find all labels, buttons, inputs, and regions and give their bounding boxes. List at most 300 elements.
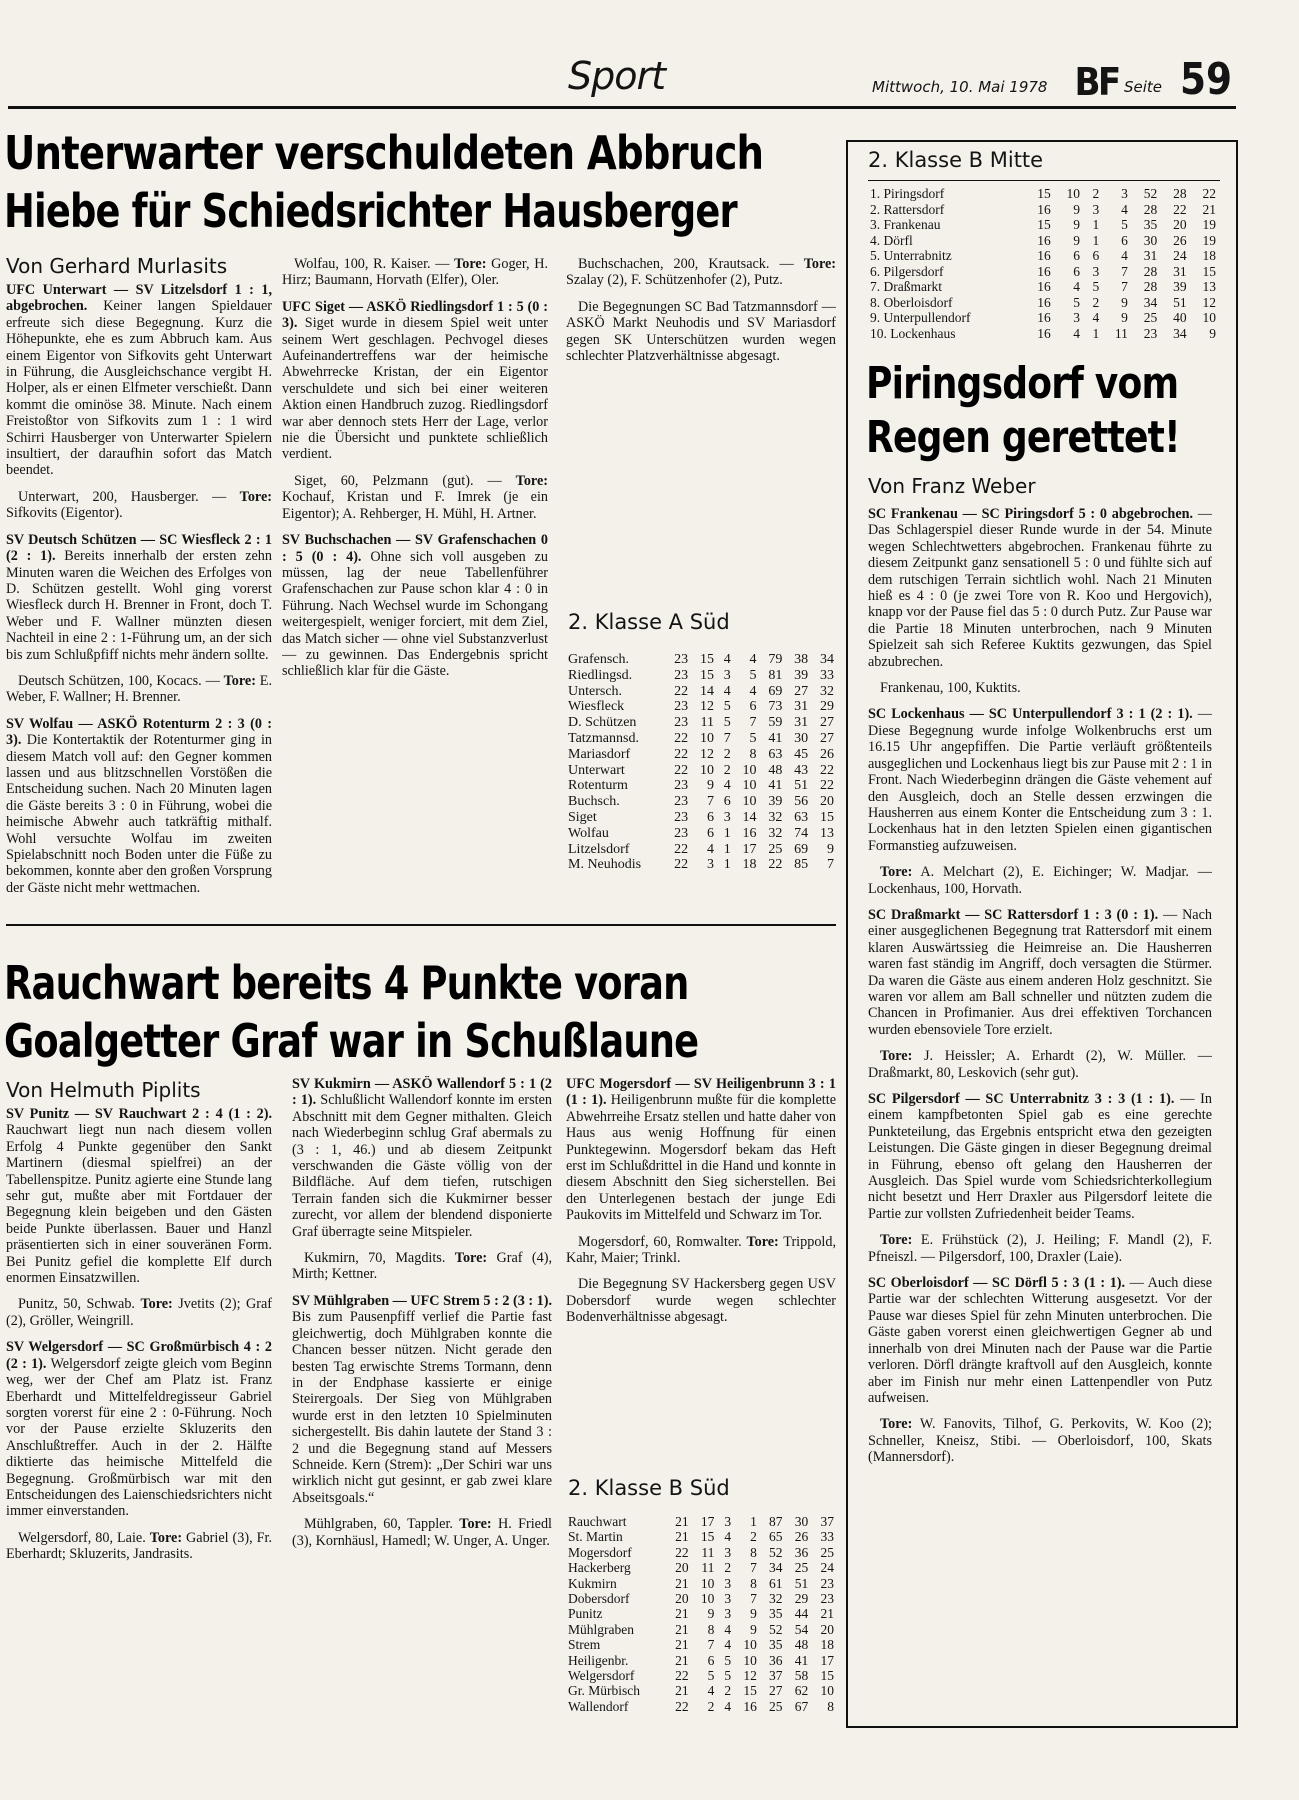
stat-cell: 9: [1073, 217, 1081, 232]
stat-cell: 9: [707, 1606, 715, 1622]
article1-paragraph: UFC Siget — ASKÖ Riedlingsdorf 1 : 5 (0 : 3). Siget wurde in diesem Spiel weit unter seinem Wert geschlagen. Pechvogel dieses Aufeinandertreffens war der heimische Abwehrrecke Kristan, der ein Eigentor verschuldete und sich bei einer weiteren Aktion einen Handbruch zuzog. Riedlingsdorf war aber dennoch stets Herr der Lage, verlor nie die Übersicht und punktete schließlich verdient.: [282, 298, 548, 463]
stat-cell: 25: [820, 1544, 834, 1560]
stat-cell: 21: [820, 1606, 834, 1622]
stat-cell: 9: [1073, 201, 1081, 217]
stat-cell: 69: [794, 841, 809, 857]
standings-table-b-sued: [568, 1514, 834, 1714]
table-row: [870, 233, 1216, 249]
stat-cell: 21: [675, 1529, 689, 1545]
match-result: SV Kukmirn — ASKÖ Wallendorf 5 : 1 (2 : 1).: [292, 1076, 552, 1109]
team-name: Rotenturm: [568, 778, 628, 794]
stat-cell: 22: [820, 778, 834, 794]
table-row: [870, 248, 1216, 264]
stat-cell: 10: [742, 778, 757, 794]
article3-headline-1: Piringsdorf vom: [866, 358, 1179, 409]
stat-cell: 1: [1092, 232, 1100, 248]
team-name: Gr. Mürbisch: [568, 1683, 640, 1699]
stat-cell: 34: [1173, 325, 1187, 341]
stat-cell: 34: [1143, 294, 1158, 310]
stat-cell: 54: [794, 1621, 809, 1637]
match-result: SC Lockenhaus — SC Unterpullendorf 3 : 1 (2 : 1).: [868, 706, 1193, 723]
stat-cell: 23: [820, 1591, 834, 1607]
table-row: [568, 1560, 834, 1575]
stat-cell: 14: [742, 809, 757, 825]
article3-headline-2: Regen gerettet!: [866, 412, 1180, 463]
stat-cell: 10: [1202, 310, 1216, 325]
article3-column: [868, 506, 1212, 1718]
article2-column-1: [6, 1106, 272, 1718]
table-row: [568, 1637, 834, 1652]
team-name: M. Neuhodis: [568, 857, 642, 873]
match-result: SC Pilgersdorf — SC Unterrabnitz 3 : 3 (1 : 1).: [868, 1091, 1175, 1107]
stat-cell: 8: [750, 1575, 757, 1591]
stat-cell: 15: [1037, 217, 1051, 232]
stat-cell: 10: [743, 1637, 757, 1653]
article1-paragraph: UFC Unterwart — SV Litzelsdorf 1 : 1, abgebrochen. Keiner langen Spieldauer erfreute sich diese Begegnung. Kurz die Höhepunkte, ehe es zum Abbruch kam. Aus einem Eigentor von Sifkovits geht Unterwart in Führung, die Ausgleichschance vergibt H. Holper, als er einen Elfmeter verschießt. Dann kommt die ominöse 38. Minute. Nach einem Freistoßtor von Sifkovits zum 1 : 1 wird Schirri Hausberger von Unterwarter Spielern insultiert, der daraufhin sofort das Match beendet.: [6, 282, 272, 479]
team-name: Wallendorf: [568, 1698, 629, 1714]
section-title: Sport: [568, 54, 666, 98]
stat-cell: 1: [723, 841, 731, 857]
stat-cell: 9: [1121, 310, 1128, 325]
stat-cell: 11: [701, 1544, 715, 1560]
table-row: [568, 1683, 834, 1698]
stat-cell: 4: [749, 652, 757, 667]
stat-cell: 73: [768, 699, 783, 715]
article1-paragraph: SV Buchschachen — SV Grafenschachen 0 : 5 (0 : 4). Ohne sich voll ausgeben zu müssen, lag der neue Tabellenführer Grafenschachen zur Pause schon klar 4 : 0 in Führung. Nach Wechsel wurde im Schongang weitergespielt, weniger forciert, mit dem Ziel, das Match sicher — ohne viel Substanzverlust — zu gewinnen. Das Endergebnis spricht schließlich klar für die Gäste.: [282, 532, 548, 680]
table-row: [870, 279, 1216, 295]
match-result: SV Welgersdorf — SC Großmürbisch 4 : 2 (2 : 1).: [6, 1339, 272, 1372]
match-result: SC Frankenau — SC Piringsdorf 5 : 0 abgebrochen.: [868, 506, 1194, 522]
match-result: SV Deutsch Schützen — SC Wiesfleck 2 : 1 (2 : 1).: [6, 531, 272, 565]
stat-cell: 62: [794, 1683, 809, 1699]
stat-cell: 51: [794, 778, 809, 794]
stat-cell: 32: [769, 1591, 783, 1607]
article3-paragraph: Frankenau, 100, Kuktits.: [880, 680, 1021, 697]
article2-column-2: [292, 1076, 552, 1718]
table-row: [568, 731, 834, 747]
stat-cell: 3: [1092, 201, 1100, 217]
table-row: [568, 794, 834, 810]
stat-cell: 85: [794, 857, 809, 873]
stat-cell: 16: [1037, 279, 1051, 294]
stat-cell: 34: [769, 1560, 783, 1576]
stat-cell: 6: [723, 794, 731, 810]
team-name: Unterwart: [568, 762, 625, 778]
stat-cell: 23: [1143, 325, 1158, 341]
match-result: SV Mühlgraben — UFC Strem 5 : 2 (3 : 1).: [292, 1292, 552, 1309]
stat-cell: 69: [768, 683, 783, 699]
article1-paragraph: Wolfau, 100, R. Kaiser. — Tore: Goger, H. Hirz; Baumann, Horvath (Elfer), Oler.: [282, 256, 548, 289]
stat-cell: 2: [750, 1529, 757, 1545]
table-b-mitte-title: 2. Klasse B Mitte: [868, 148, 1044, 172]
stat-cell: 10: [1066, 186, 1081, 201]
stat-cell: 2: [724, 1683, 732, 1699]
stat-cell: 34: [820, 652, 834, 667]
team-name: Grafensch.: [568, 652, 630, 667]
article1-column-3: [566, 256, 836, 596]
team-name: St. Martin: [568, 1529, 623, 1545]
stat-cell: 4: [749, 683, 757, 699]
stat-cell: 10: [700, 1575, 715, 1591]
stat-cell: 21: [1202, 201, 1216, 217]
header-rule: [8, 106, 1236, 109]
team-name: 3. Frankenau: [870, 217, 941, 232]
article2-paragraph: SV Mühlgraben — UFC Strem 5 : 2 (3 : 1). Bis zum Pausenpfiff verlief die Partie fast gleichwertig, doch Mühlgraben konnte die Chancen besser nützen. Nicht gerade den besten Tag erwischte Strems Tormann, denn in der Endphase kassierte er einige Steirergoals. Der Sieg von Mühlgraben wurde erst in den letzten 10 Spielminuten sichergestellt. Bis dahin lautete der Stand 3 : 2 und die Begegnung stand auf Messers Schneide. Kern (Strem): „Der Schiri war uns wirklich nicht gut gesinnt, er gab zwei klare Abseitsgoals.“: [292, 1292, 552, 1506]
stat-cell: 16: [1037, 232, 1051, 248]
stat-cell: 2: [1092, 186, 1100, 201]
table-row: [568, 1529, 834, 1544]
team-name: 9. Unterpullendorf: [870, 310, 971, 325]
stat-cell: 21: [675, 1683, 689, 1699]
stat-cell: 8: [827, 1698, 834, 1714]
stat-cell: 36: [794, 1544, 809, 1560]
stat-cell: 16: [742, 825, 757, 841]
stat-cell: 23: [674, 652, 689, 667]
table-b-mitte-rule: [868, 180, 1220, 181]
stat-cell: 5: [1121, 217, 1128, 232]
stat-cell: 39: [1173, 279, 1187, 294]
table-row: [568, 763, 834, 779]
stat-cell: 5: [1073, 294, 1081, 310]
match-result: SV Buchschachen — SV Grafenschachen 0 : 5 (0 : 4).: [282, 532, 548, 565]
stat-cell: 2: [723, 762, 731, 778]
stat-cell: 20: [820, 1621, 834, 1637]
article1-paragraph: Die Begegnungen SC Bad Tatzmannsdorf — ASKÖ Markt Neuhodis und SV Mariasdorf gegen SK Unterschützen wurden wegen schlechter Platzverhältnisse abgesagt.: [566, 298, 836, 365]
team-name: Wolfau: [568, 825, 609, 841]
stat-cell: 37: [769, 1668, 783, 1684]
stat-cell: 23: [674, 667, 689, 683]
team-name: 5. Unterrabnitz: [870, 248, 952, 263]
stat-cell: 15: [699, 652, 714, 667]
stat-cell: 15: [700, 1529, 715, 1545]
stat-cell: 3: [706, 857, 714, 873]
team-name: Heiligenbr.: [568, 1652, 629, 1668]
stat-cell: 21: [675, 1514, 689, 1529]
stat-cell: 23: [674, 825, 689, 841]
article3-byline: Von Franz Weber: [868, 474, 1036, 498]
stat-cell: 16: [1037, 263, 1051, 279]
stat-cell: 41: [794, 1652, 809, 1668]
stat-cell: 5: [749, 730, 757, 746]
stat-cell: 22: [674, 746, 689, 762]
table-row: [568, 1668, 834, 1683]
stat-cell: 4: [707, 1683, 715, 1699]
stat-cell: 30: [1143, 232, 1158, 248]
stat-cell: 22: [1202, 186, 1216, 201]
stat-cell: 10: [820, 1683, 834, 1699]
stat-cell: 87: [769, 1514, 783, 1529]
stat-cell: 38: [794, 652, 809, 667]
stat-cell: 9: [1121, 294, 1128, 310]
article1-column-2: [282, 256, 548, 910]
stat-cell: 31: [794, 715, 809, 731]
page-number: 59: [1180, 54, 1233, 105]
match-result: SC Oberloisdorf — SC Dörfl 5 : 3 (1 : 1).: [868, 1275, 1126, 1292]
stat-cell: 28: [1173, 186, 1187, 201]
table-row: [568, 1653, 834, 1668]
team-name: 8. Oberloisdorf: [870, 294, 953, 310]
stat-cell: 63: [794, 809, 809, 825]
stat-cell: 22: [674, 730, 689, 746]
article-separator-rule: [6, 924, 836, 926]
stat-cell: 7: [706, 794, 714, 810]
stat-cell: 4: [723, 778, 731, 794]
article2-paragraph: SV Kukmirn — ASKÖ Wallendorf 5 : 1 (2 : 1). Schlußlicht Wallendorf konnte im ersten Abschnitt mit dem Gegner mithalten. Gleich nach Wiederbeginn schlug Graf abermals zu (3 : 1, 46.) und ab diesem Zeitpunkt verschwanden die Gäste völlig von der Bildfläche. Auf dem tiefen, rutschigen Terrain fanden sich die Kukmirner besser zurecht, vor allem der blendend disponierte Graf überragte seine Mitspieler.: [292, 1076, 552, 1240]
stat-cell: 17: [820, 1652, 834, 1668]
stat-cell: 29: [794, 1591, 809, 1607]
stat-cell: 5: [1092, 279, 1100, 294]
team-name: Mogersdorf: [568, 1544, 632, 1560]
stat-cell: 36: [769, 1652, 783, 1668]
stat-cell: 12: [1202, 294, 1216, 310]
stat-cell: 37: [820, 1514, 834, 1529]
table-row: [870, 310, 1216, 326]
page-label: Seite: [1124, 78, 1163, 96]
article3-paragraph: SC Frankenau — SC Piringsdorf 5 : 0 abgebrochen. — Das Schlagerspiel dieser Runde wurde in der 54. Minute wegen Schlechtwetters abgebrochen. Frankenau führte zu diesem Zeitpunkt ganz sensationell 5 : 0 und fühlte sich auf dem rutschigen Terrain sichtlich wohl. Nach 21 Minuten hieß es 4 : 0 (je zwei Tore von R. Koo und Hergovich), knapp vor der Pause fiel das 5 : 0 durch Putz. Zur Pause war die Partie 18 Minuten unterbrochen, nach 9 Minuten Spielzeit sah sich Referee Kuktits gezwungen, das Spiel abzubrechen.: [868, 506, 1212, 670]
stat-cell: 7: [1121, 263, 1128, 279]
stat-cell: 11: [701, 1560, 715, 1576]
table-row: [568, 857, 834, 873]
team-name: Dobersdorf: [568, 1591, 630, 1607]
table-row: [568, 810, 834, 826]
stat-cell: 1: [1092, 325, 1100, 341]
stat-cell: 10: [742, 762, 757, 778]
stat-cell: 1: [750, 1514, 757, 1529]
stat-cell: 21: [675, 1575, 689, 1591]
stat-cell: 6: [1073, 248, 1081, 263]
stat-cell: 22: [674, 762, 689, 778]
stat-cell: 16: [1037, 325, 1051, 341]
stat-cell: 9: [706, 778, 714, 794]
stat-cell: 6: [706, 825, 714, 841]
stat-cell: 7: [707, 1637, 715, 1653]
stat-cell: 51: [794, 1575, 809, 1591]
stat-cell: 21: [675, 1606, 689, 1622]
stat-cell: 4: [1121, 248, 1128, 263]
stat-cell: 16: [1037, 201, 1051, 217]
match-result: SV Wolfau — ASKÖ Rotenturm 2 : 3 (0 : 3).: [6, 715, 272, 749]
stat-cell: 15: [699, 667, 714, 683]
stat-cell: 4: [1121, 201, 1128, 217]
stat-cell: 22: [675, 1698, 689, 1714]
table-row: [568, 1591, 834, 1606]
stat-cell: 35: [1143, 217, 1158, 232]
stat-cell: 39: [794, 667, 809, 683]
stat-cell: 51: [1173, 294, 1187, 310]
team-name: Hackerberg: [568, 1560, 631, 1576]
stat-cell: 7: [1121, 279, 1128, 294]
table-row: [568, 1622, 834, 1637]
match-result: UFC Siget — ASKÖ Riedlingsdorf 1 : 5 (0 : 3).: [282, 298, 548, 332]
stat-cell: 32: [768, 825, 783, 841]
stat-cell: 6: [1121, 232, 1128, 248]
table-row: [568, 842, 834, 858]
stat-cell: 22: [674, 841, 689, 857]
stat-cell: 61: [769, 1575, 783, 1591]
stat-cell: 25: [768, 841, 783, 857]
article1-column-1: [6, 282, 272, 910]
article2-headline-1: Rauchwart bereits 4 Punkte voran: [4, 956, 689, 1010]
stat-cell: 7: [723, 730, 731, 746]
stat-cell: 26: [820, 746, 834, 762]
match-result: UFC Mogersdorf — SV Heiligenbrunn 3 : 1 (1 : 1).: [566, 1076, 836, 1109]
stat-cell: 43: [794, 762, 809, 778]
stat-cell: 21: [675, 1637, 689, 1653]
stat-cell: 25: [1143, 310, 1158, 325]
article3-paragraph: SC Draßmarkt — SC Rattersdorf 1 : 3 (0 : 1). — Nach einer ausgeglichenen Begegnung trat Rattersdorf mit einem klaren Auswärtssieg die Heimreise an. Die Hausherren waren fast ständig im Angriff, doch versagten die Stürmer. Da waren die Gäste aus einem anderen Holz geschnitzt. Sie waren vor allem am Ball schneller und nützten zudem die Chancen in Profimanier. Aus drei effektiven Torchancen wurden ebensoviele Tore erzielt.: [868, 906, 1212, 1038]
stat-cell: 4: [1073, 279, 1081, 294]
stat-cell: 3: [723, 667, 731, 683]
stat-cell: 15: [1202, 263, 1216, 279]
stat-cell: 27: [820, 730, 834, 746]
stat-cell: 7: [750, 1560, 757, 1576]
table-row: [568, 684, 834, 700]
team-name: Wiesfleck: [568, 699, 625, 715]
article1-paragraph: Unterwart, 200, Hausberger. — Tore: Sifkovits (Eigentor).: [6, 488, 272, 522]
stat-cell: 16: [1037, 310, 1051, 325]
team-name: Mühlgraben: [568, 1621, 634, 1637]
stat-cell: 67: [794, 1698, 809, 1714]
stat-cell: 9: [1073, 232, 1081, 248]
team-name: 7. Draßmarkt: [870, 279, 942, 294]
stat-cell: 4: [724, 1621, 732, 1637]
stat-cell: 28: [1143, 279, 1158, 294]
team-name: 2. Rattersdorf: [870, 201, 945, 217]
stat-cell: 14: [699, 683, 714, 699]
article1-paragraph: SV Deutsch Schützen — SC Wiesfleck 2 : 1 (2 : 1). Bereits innerhalb der ersten zehn Minuten waren die Weichen des Erfolges von D. Schützen gestellt. Wohl ging vorerst Wiesfleck durch H. Brenner in Front, doch T. Weber und F. Wallner münzten diesen Nachteil in eine 2 : 1-Führung um, an der sich bis zum Schlußpfiff nichts mehr ändern sollte.: [6, 531, 272, 663]
team-name: Punitz: [568, 1606, 603, 1622]
stat-cell: 4: [1073, 325, 1081, 341]
article3-paragraph: Tore: W. Fanovits, Tilhof, G. Perkovits, W. Koo (2); Schneller, Kneisz, Stibi. — Oberloisdorf, 100, Skats (Mannersdorf).: [868, 1416, 1212, 1466]
table-row: [568, 668, 834, 684]
stat-cell: 3: [1073, 310, 1081, 325]
stat-cell: 8: [750, 1544, 757, 1560]
stat-cell: 19: [1202, 217, 1216, 232]
standings-table-b-mitte: [870, 186, 1216, 341]
stat-cell: 26: [1173, 232, 1187, 248]
stat-cell: 25: [769, 1698, 783, 1714]
table-row: [568, 1699, 834, 1714]
stat-cell: 9: [750, 1606, 757, 1622]
stat-cell: 23: [674, 699, 689, 715]
stat-cell: 24: [820, 1560, 834, 1576]
stat-cell: 41: [768, 778, 783, 794]
article3-paragraph: SC Oberloisdorf — SC Dörfl 5 : 3 (1 : 1). — Auch diese Partie war der schlechten Witterung ausgesetzt. Vor der Pause war dieses Spiel für zehn Minuten unterbrochen. Die Gäste gaben vorerst einen gleichwertigen Gegner ab und innerhalb von drei Minuten nach der Pause war die Partie verloren. Dörfl drängte kraftvoll auf den Ausgleich, konnte aber im Finish nur mehr einen Lattenpendler von Putz aufweisen.: [868, 1275, 1212, 1406]
stat-cell: 7: [749, 715, 757, 731]
stat-cell: 11: [1114, 325, 1128, 341]
stat-cell: 9: [1209, 325, 1216, 341]
stat-cell: 79: [768, 652, 783, 667]
stat-cell: 6: [749, 699, 757, 715]
team-name: Litzelsdorf: [568, 841, 630, 857]
stat-cell: 22: [674, 683, 689, 699]
article2-paragraph: SV Punitz — SV Rauchwart 2 : 4 (1 : 2). Rauchwart liegt nun nach diesem vollen Erfolg 4 Punkte gegenüber den Sankt Martinern (diesmal spielfrei) an der Tabellenspitze. Punitz agierte eine Stunde lang sehr gut, mußte aber mit Fortdauer der Begegnung klein beigeben und den Gästen beide Punkte überlassen. Bauer und Hanzl präsentierten sich in einer souveränen Form. Bei Punitz gefiel die komplette Elf durch enormen Einsatzwillen.: [6, 1106, 272, 1287]
stat-cell: 17: [700, 1514, 715, 1529]
team-name: Strem: [568, 1637, 601, 1653]
table-row: [568, 699, 834, 715]
stat-cell: 5: [723, 715, 731, 731]
stat-cell: 6: [706, 809, 714, 825]
stat-cell: 12: [699, 699, 714, 715]
stat-cell: 5: [724, 1668, 732, 1684]
article3-paragraph: Tore: A. Melchart (2), E. Eichinger; W. Madjar. — Lockenhaus, 100, Horvath.: [868, 864, 1212, 897]
team-name: Kukmirn: [568, 1575, 617, 1591]
table-row: [870, 326, 1216, 342]
stat-cell: 16: [1037, 248, 1051, 263]
stat-cell: 12: [743, 1668, 757, 1684]
table-row: [568, 652, 834, 668]
stat-cell: 9: [750, 1621, 757, 1637]
stat-cell: 17: [742, 841, 757, 857]
stat-cell: 30: [794, 730, 809, 746]
stat-cell: 31: [1173, 263, 1187, 279]
stat-cell: 56: [794, 794, 809, 810]
stat-cell: 40: [1173, 310, 1187, 325]
stat-cell: 22: [674, 857, 689, 873]
stat-cell: 32: [820, 683, 834, 699]
article1-headline-1: Unterwarter verschuldeten Abbruch: [4, 126, 764, 180]
stat-cell: 52: [769, 1544, 783, 1560]
stat-cell: 35: [769, 1606, 783, 1622]
team-name: Mariasdorf: [568, 746, 631, 762]
stat-cell: 45: [794, 746, 809, 762]
stat-cell: 48: [794, 1637, 809, 1653]
stat-cell: 1: [723, 825, 731, 841]
table-b-sued-title: 2. Klasse B Süd: [568, 1476, 730, 1500]
stat-cell: 30: [794, 1514, 809, 1529]
stat-cell: 28: [1143, 263, 1158, 279]
stat-cell: 21: [675, 1621, 689, 1637]
stat-cell: 15: [820, 1668, 834, 1684]
stat-cell: 4: [724, 1529, 732, 1545]
stat-cell: 20: [820, 794, 834, 810]
stat-cell: 6: [1092, 248, 1100, 263]
stat-cell: 5: [749, 667, 757, 683]
page-header: [0, 48, 1299, 110]
team-name: 4. Dörfl: [870, 232, 913, 248]
team-name: D. Schützen: [568, 715, 637, 731]
article1-paragraph: SV Wolfau — ASKÖ Rotenturm 2 : 3 (0 : 3). Die Kontertaktik der Rotenturmer ging in diesem Match voll auf: den Gegner kommen lassen und aus blitzschnellen Vorstößen die Entscheidung suchen. Nach 20 Minuten lagen die Gäste bereits 3 : 0 in Führung, wobei die heimische Abwehr auch tatkräftig mithalf. Wohl versuchte Wolfau im zweiten Spielabschnitt noch Boden unter die Füße zu bekommen, konnte aber den großen Vorsprung der Gäste nicht mehr wettmachen.: [6, 715, 272, 896]
stat-cell: 32: [768, 809, 783, 825]
stat-cell: 6: [1073, 263, 1081, 279]
team-name: Welgersdorf: [568, 1668, 635, 1684]
stat-cell: 9: [827, 841, 834, 857]
article3-paragraph: Tore: E. Frühstück (2), J. Heiling; F. Mandl (2), F. Pfneiszl. — Pilgersdorf, 100, Draxler (Laie).: [868, 1232, 1212, 1265]
table-row: [568, 826, 834, 842]
stat-cell: 19: [1202, 232, 1216, 248]
table-row: [870, 186, 1216, 202]
stat-cell: 3: [723, 809, 731, 825]
stat-cell: 23: [674, 809, 689, 825]
stat-cell: 23: [674, 715, 689, 731]
article2-paragraph: Die Begegnung SV Hackersberg gegen USV Dobersdorf wurde wegen schlechter Bodenverhältnisse abgesagt.: [566, 1276, 836, 1326]
stat-cell: 4: [724, 1637, 732, 1653]
stat-cell: 23: [820, 1575, 834, 1591]
article1-byline: Von Gerhard Murlasits: [6, 254, 228, 278]
stat-cell: 3: [724, 1606, 732, 1622]
stat-cell: 3: [1092, 263, 1100, 279]
stat-cell: 2: [1092, 294, 1100, 310]
stat-cell: 18: [742, 857, 757, 873]
team-name: 1. Piringsdorf: [870, 186, 945, 201]
stat-cell: 20: [675, 1591, 689, 1607]
stat-cell: 23: [674, 794, 689, 810]
stat-cell: 10: [700, 1591, 715, 1607]
stat-cell: 3: [724, 1514, 732, 1529]
article1-paragraph: Deutsch Schützen, 100, Kocacs. — Tore: E. Weber, F. Wallner; H. Brenner.: [6, 672, 272, 706]
stat-cell: 22: [1173, 201, 1187, 217]
stat-cell: 1: [1092, 217, 1100, 232]
